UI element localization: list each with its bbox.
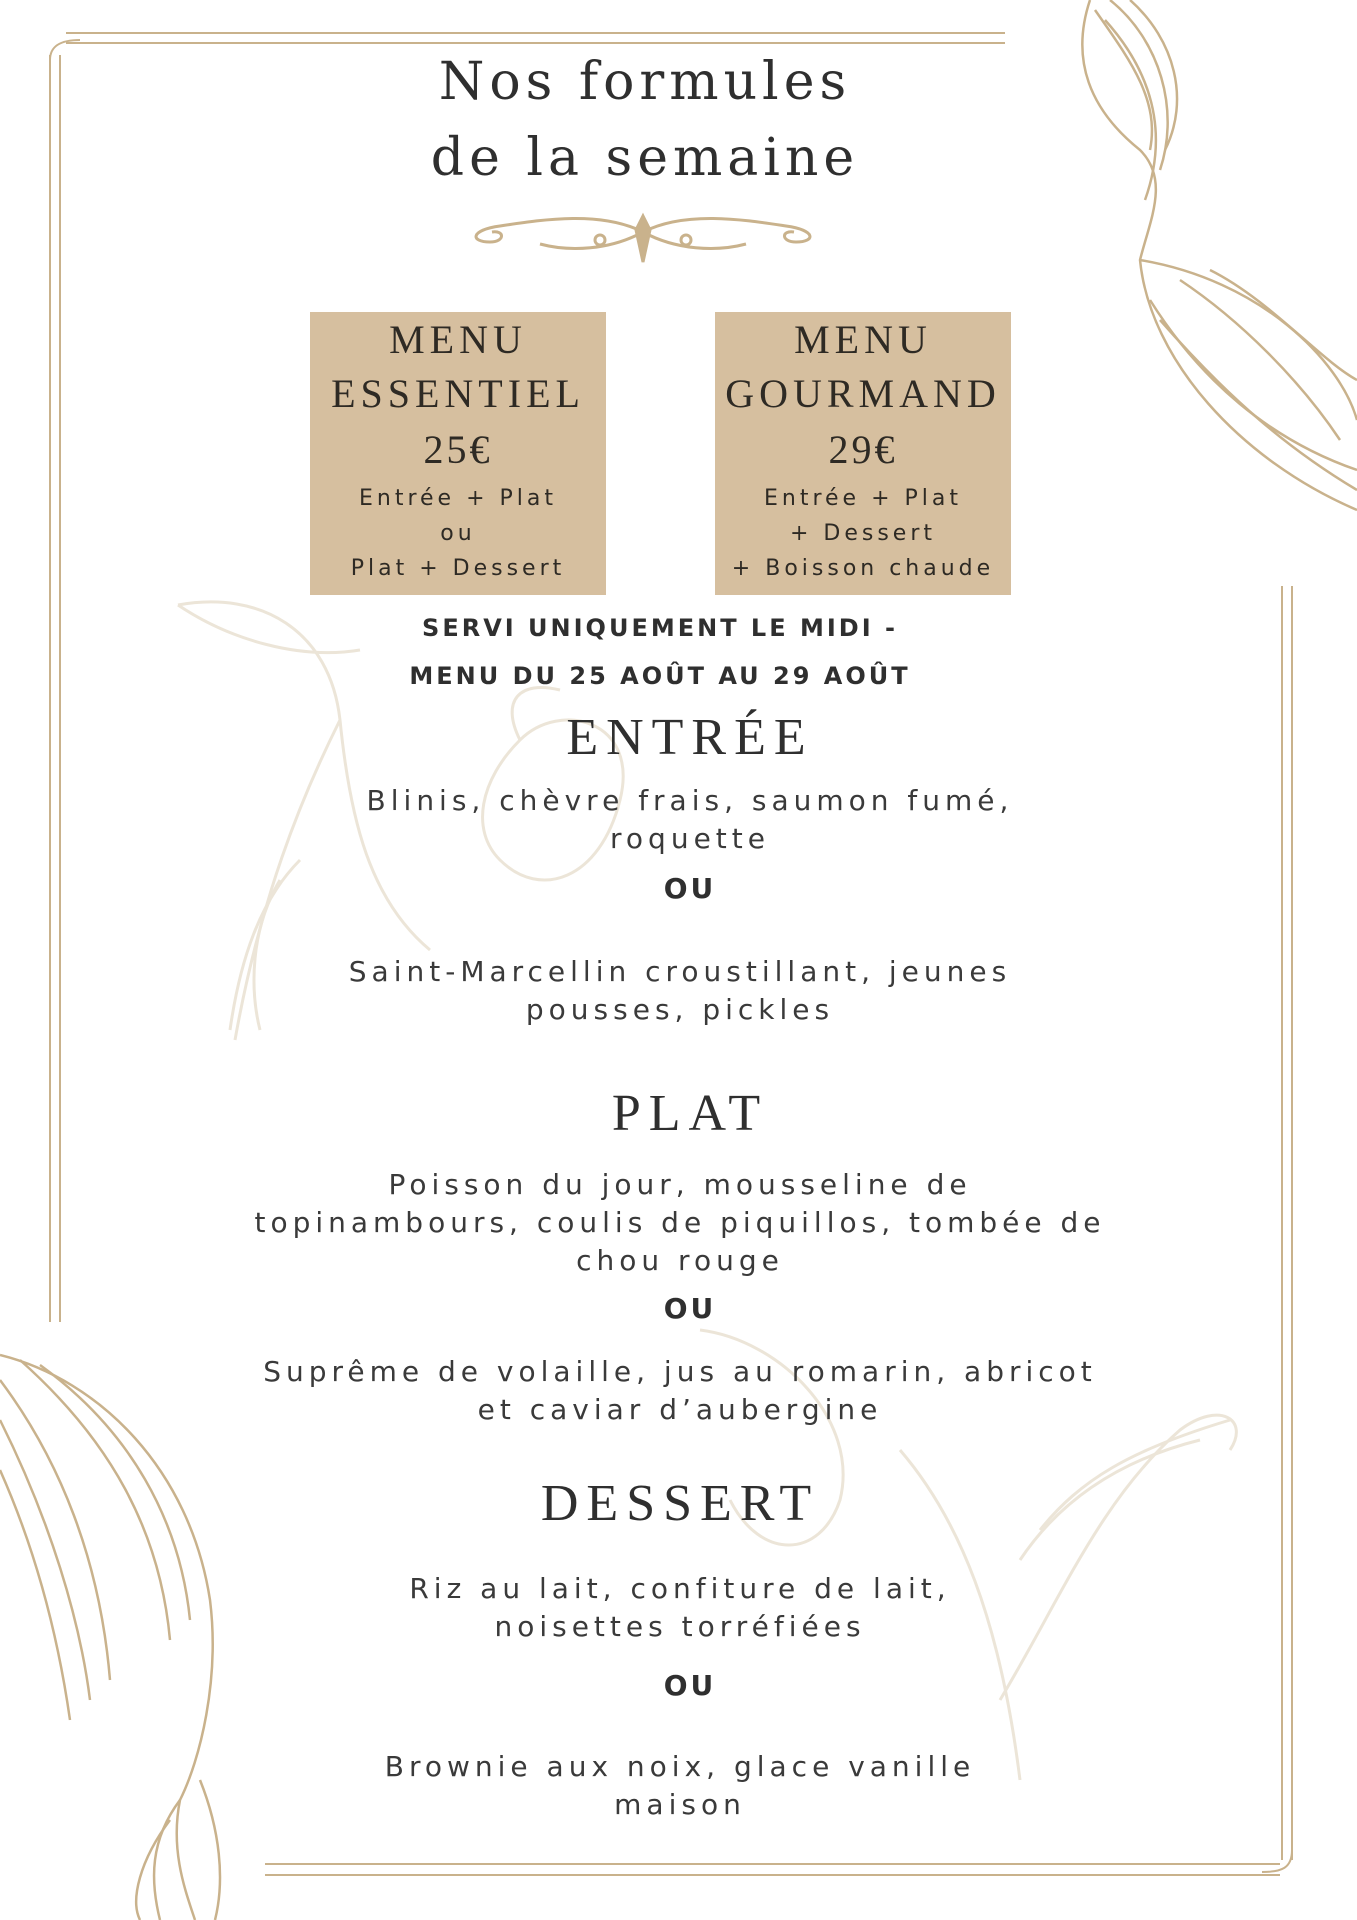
dessert-or-separator: OU (663, 1669, 717, 1702)
notice-line-2: MENU DU 25 AOÛT AU 29 AOÛT (409, 662, 911, 690)
formula-essentiel-card (310, 312, 606, 595)
formula-desc-line-3: + Boisson chaude (731, 556, 995, 581)
dish-line: roquette (610, 822, 770, 855)
plat-dish-1 (160, 1166, 1200, 1280)
formula-price: 29€ (828, 427, 898, 472)
leaf-bottom-left-icon (0, 1355, 220, 1920)
section-title-dessert: DESSERT (540, 1475, 820, 1532)
dish-line: noisettes torréfiées (494, 1610, 866, 1643)
formula-name-line-2: ESSENTIEL (331, 371, 585, 416)
formula-desc-line-1: Entrée + Plat (358, 486, 557, 511)
page-title (380, 44, 910, 196)
formula-desc-line-2: + Dessert (789, 521, 937, 546)
dish-line: pousses, pickles (525, 993, 835, 1026)
formula-price: 25€ (423, 427, 493, 472)
entree-dish-1 (200, 782, 1180, 858)
formula-name-line-1: MENU (389, 317, 527, 362)
section-title-entree: ENTRÉE (566, 709, 814, 766)
dish-line: et caviar d’aubergine (477, 1393, 883, 1426)
formula-desc-line-2: ou (440, 521, 476, 546)
dessert-dish-2 (200, 1748, 1160, 1824)
dish-line: Saint-Marcellin croustillant, jeunes (348, 955, 1012, 988)
entree-dish-2 (200, 953, 1160, 1029)
ornament-divider-icon (476, 216, 810, 262)
title-line-2: de la semaine (430, 128, 860, 188)
leaf-top-right-icon (1082, 0, 1357, 510)
dish-line: Suprême de volaille, jus au romarin, abricot (263, 1355, 1097, 1388)
formula-name-line-2: GOURMAND (725, 371, 1001, 416)
dish-line: maison (614, 1788, 746, 1821)
dish-line: topinambours, coulis de piquillos, tombée de (254, 1206, 1106, 1239)
dish-line: chou rouge (576, 1244, 784, 1277)
dish-line: Brownie aux noix, glace vanille (384, 1750, 976, 1783)
formula-name-line-1: MENU (794, 317, 932, 362)
dish-line: Riz au lait, confiture de lait, (409, 1572, 951, 1605)
entree-or-separator: OU (663, 872, 717, 905)
dessert-dish-1 (200, 1570, 1160, 1646)
formula-desc-line-3: Plat + Dessert (350, 556, 566, 581)
service-notice (300, 604, 1020, 700)
formula-desc-line-1: Entrée + Plat (763, 486, 962, 511)
title-line-1: Nos formules (438, 52, 852, 112)
dish-line: Poisson du jour, mousseline de (388, 1168, 972, 1201)
notice-line-1: SERVI UNIQUEMENT LE MIDI - (422, 614, 898, 642)
section-title-plat: PLAT (611, 1085, 769, 1142)
dish-line: Blinis, chèvre frais, saumon fumé, (366, 784, 1014, 817)
plat-dish-2 (160, 1353, 1200, 1429)
plat-or-separator: OU (663, 1292, 717, 1325)
formula-gourmand-card (715, 312, 1011, 595)
